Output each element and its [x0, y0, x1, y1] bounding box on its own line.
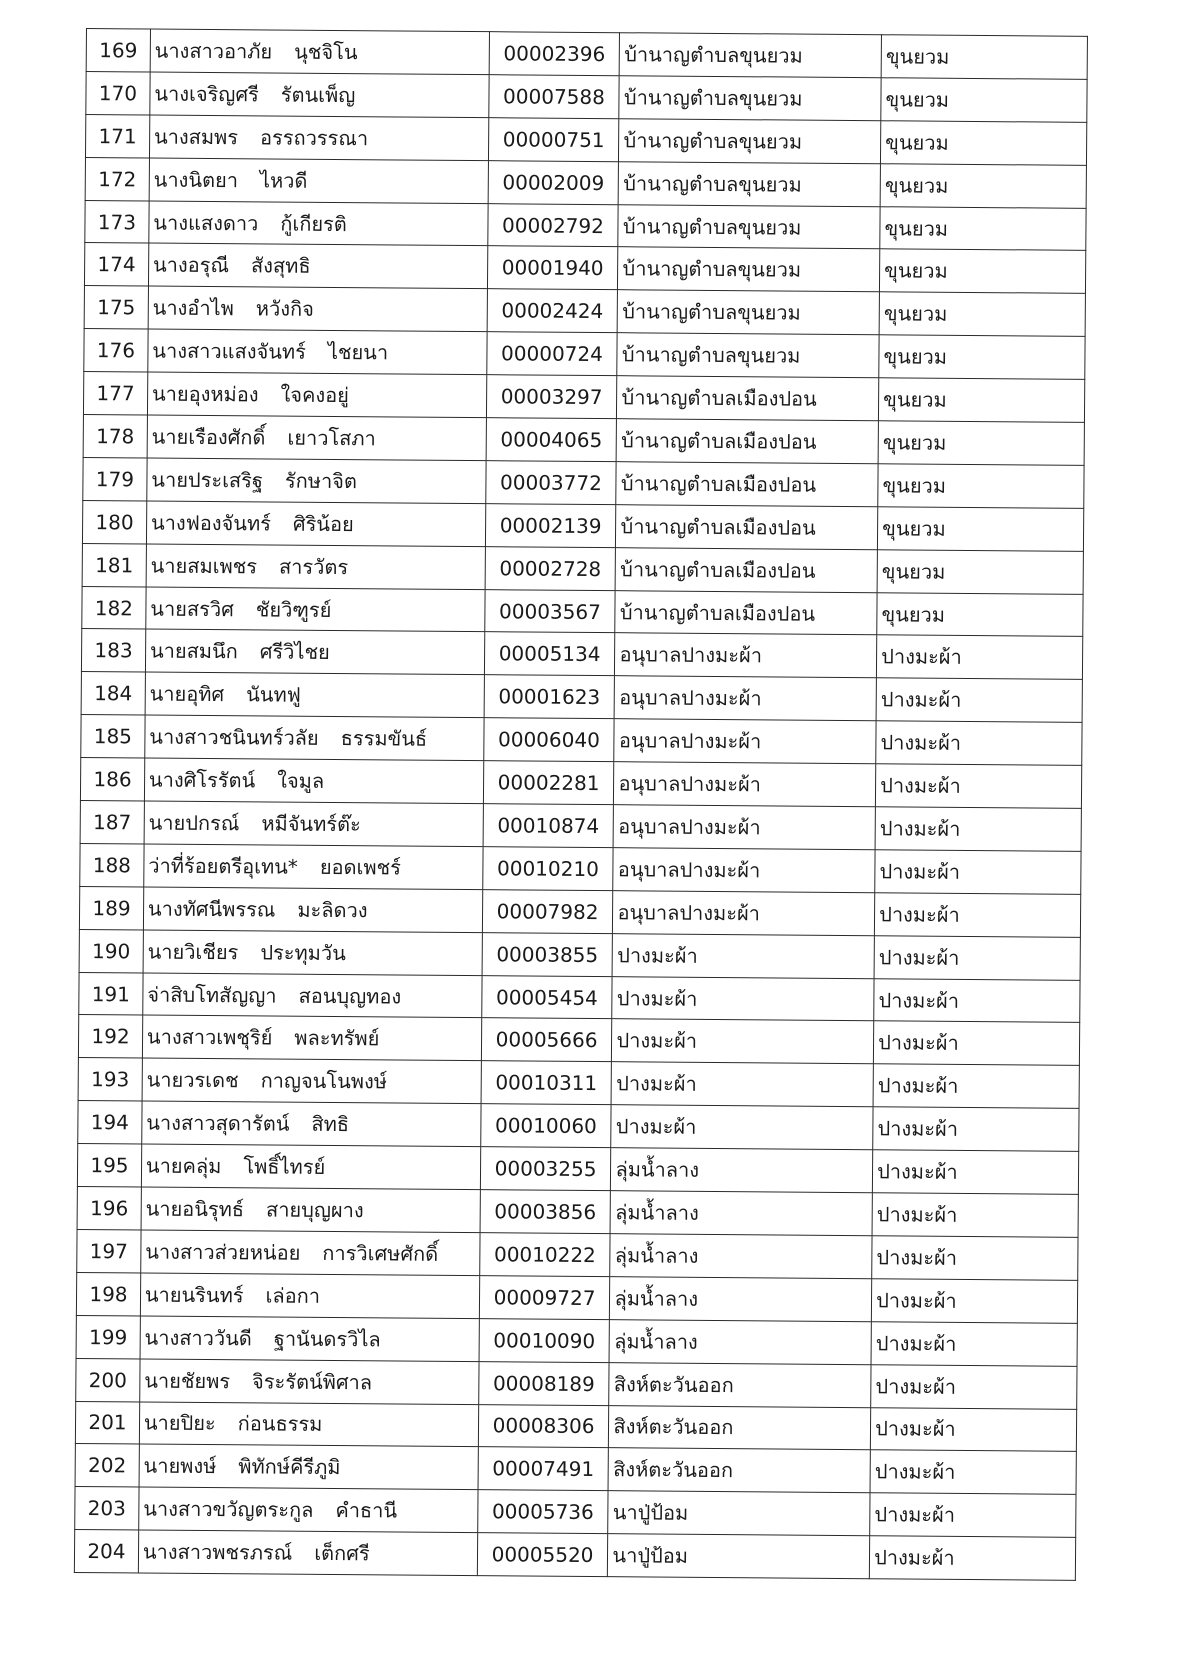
person-name [142, 1058, 481, 1104]
name-given: นางฟองจันทร์ [150, 510, 272, 536]
member-id: 00008189 [478, 1361, 609, 1405]
school-unit: สิงห์ตะวันออก [609, 1362, 871, 1407]
name-given: นางเจริญศรี [154, 81, 259, 107]
roster-table [74, 28, 1088, 1581]
person-name [143, 930, 482, 976]
name-given: นายปกรณ์ [148, 810, 240, 836]
school-unit: บ้านาญตำบลขุนยวม [618, 204, 880, 249]
row-number: 182 [82, 586, 146, 629]
member-id: 00003567 [484, 589, 615, 633]
name-surname: นันทฟู [246, 682, 301, 708]
row-number: 195 [77, 1144, 141, 1187]
person-name [149, 115, 488, 161]
person-name [146, 544, 485, 590]
member-id: 00002396 [489, 32, 620, 76]
person-name [144, 801, 483, 847]
name-surname: ธรรมขันธ์ [340, 726, 428, 751]
school-unit: สิงห์ตะวันออก [608, 1448, 870, 1493]
member-id: 00003297 [486, 375, 617, 419]
row-number: 196 [77, 1187, 141, 1230]
school-unit: บ้านาญตำบลขุนยวม [619, 161, 881, 206]
member-id: 00007588 [488, 75, 619, 119]
district: ปางมะผ้า [871, 1321, 1077, 1366]
member-id: 00010060 [480, 1104, 611, 1148]
member-id: 00004065 [486, 418, 617, 462]
member-id: 00008306 [478, 1404, 609, 1448]
name-surname: ศิริน้อย [292, 511, 354, 536]
person-name [145, 672, 484, 718]
row-number: 197 [77, 1229, 141, 1272]
name-given: นางทัศนีพรรณ [147, 896, 276, 922]
person-name [149, 158, 488, 204]
name-given: นางสาวขวัญตระกูล [143, 1496, 314, 1523]
name-surname: กู้เกียรติ [280, 211, 347, 236]
district: ขุนยวม [878, 507, 1084, 552]
person-name [139, 1487, 478, 1533]
name-surname: สอนบุญทอง [298, 983, 402, 1009]
district: ขุนยวม [878, 464, 1084, 509]
name-surname: ใจมูล [277, 768, 325, 793]
school-unit: ปางมะผ้า [611, 1105, 873, 1150]
person-name [141, 1144, 480, 1190]
person-name [144, 758, 483, 804]
row-number: 186 [80, 758, 144, 801]
name-surname: เต็กศรี [314, 1540, 370, 1566]
row-number: 191 [79, 972, 143, 1015]
name-surname: ใจคงอยู่ [280, 382, 350, 408]
name-given: นายคลุ่ม [145, 1153, 222, 1179]
row-number: 204 [74, 1530, 138, 1573]
district: ปางมะผ้า [874, 978, 1080, 1023]
district: ปางมะผ้า [872, 1236, 1078, 1281]
person-name [146, 501, 485, 547]
district: ปางมะผ้า [870, 1407, 1076, 1452]
member-id: 00009727 [479, 1275, 610, 1319]
row-number: 176 [84, 329, 148, 372]
school-unit: ปางมะผ้า [613, 933, 875, 978]
district: ปางมะผ้า [873, 1064, 1079, 1109]
name-surname: ศรีวิไชย [259, 639, 330, 665]
district: ขุนยวม [878, 421, 1084, 466]
name-surname: นุชจิโน [294, 39, 358, 65]
district: ปางมะผ้า [873, 1107, 1079, 1152]
name-given: นางสาวพชรภรณ์ [142, 1539, 293, 1565]
name-given: นายอนิรุทธ์ [145, 1196, 245, 1222]
school-unit: บ้านาญตำบลเมืองปอน [617, 376, 879, 421]
district: ปางมะผ้า [877, 635, 1083, 680]
school-unit: อนุบาลปางมะผ้า [614, 762, 876, 807]
name-surname: เล่อกา [265, 1283, 321, 1308]
district: ขุนยวม [880, 206, 1086, 251]
school-unit: อนุบาลปางมะผ้า [614, 719, 876, 764]
name-surname: รัตนเพ็ญ [280, 82, 356, 107]
member-id: 00001940 [487, 246, 618, 290]
person-name [139, 1444, 478, 1490]
district: ปางมะผ้า [872, 1193, 1078, 1238]
person-name [140, 1359, 479, 1405]
name-surname: หมีจันทร์ต๊ะ [261, 811, 361, 837]
row-number: 180 [82, 500, 146, 543]
district: ขุนยวม [879, 335, 1085, 380]
name-given: นายสมนึก [149, 638, 238, 664]
row-number: 179 [83, 457, 147, 500]
district: ขุนยวม [881, 121, 1087, 166]
school-unit: บ้านาญตำบลขุนยวม [617, 333, 879, 378]
row-number: 189 [79, 886, 143, 929]
name-given: นายปิยะ [143, 1410, 216, 1436]
row-number: 194 [78, 1101, 142, 1144]
name-given: นายชัยพร [144, 1368, 231, 1393]
school-unit: ปางมะผ้า [612, 1062, 874, 1107]
district: ปางมะผ้า [870, 1493, 1076, 1538]
name-surname: สารวัตร [278, 554, 349, 579]
name-given: นางศิโรรัตน์ [148, 767, 256, 793]
school-unit: บ้านาญตำบลขุนยวม [618, 247, 880, 292]
row-number: 192 [78, 1015, 142, 1058]
name-given: นายวรเดช [146, 1067, 239, 1093]
name-surname: ประทุมวัน [260, 940, 346, 965]
name-surname: ยอดเพชร์ [319, 854, 402, 880]
person-name [143, 973, 482, 1019]
name-surname: กาญจนโนพงษ์ [260, 1068, 388, 1094]
member-id: 00002281 [483, 761, 614, 805]
name-given: นางสาวเพชุริย์ [146, 1024, 273, 1050]
person-name [144, 844, 483, 890]
district: ปางมะผ้า [874, 935, 1080, 980]
member-id: 00000724 [486, 332, 617, 376]
district: ขุนยวม [880, 163, 1086, 208]
row-number: 177 [83, 372, 147, 415]
name-given: ว่าที่ร้อยตรีอุเทน* [148, 853, 298, 879]
name-given: นายอุทิศ [149, 681, 225, 707]
name-given: นางสาวส่วยหน่อย [145, 1239, 301, 1265]
member-id: 00010210 [482, 847, 613, 891]
school-unit: อนุบาลปางมะผ้า [613, 848, 875, 893]
school-unit: ลุ่มน้ำลาง [609, 1319, 871, 1364]
person-name [139, 1401, 478, 1447]
school-unit: บ้านาญตำบลขุนยวม [618, 290, 880, 335]
row-number: 193 [78, 1058, 142, 1101]
school-unit: อนุบาลปางมะผ้า [613, 890, 875, 935]
district: ปางมะผ้า [872, 1150, 1078, 1195]
school-unit: อนุบาลปางมะผ้า [615, 633, 877, 678]
person-name [150, 72, 489, 118]
school-unit: ลุ่มน้ำลาง [611, 1191, 873, 1236]
school-unit: ลุ่มน้ำลาง [611, 1148, 873, 1193]
name-surname: โพธิ์ไทรย์ [243, 1154, 326, 1180]
district: ขุนยวม [877, 592, 1083, 637]
school-unit: บ้านาญตำบลเมืองปอน [616, 547, 878, 592]
member-id: 00007491 [478, 1447, 609, 1491]
school-unit: บ้านาญตำบลเมืองปอน [617, 419, 879, 464]
name-surname: ไชยนา [327, 340, 389, 365]
district: ปางมะผ้า [873, 1021, 1079, 1066]
row-number: 181 [82, 543, 146, 586]
person-name [140, 1273, 479, 1319]
member-id: 00010222 [479, 1233, 610, 1277]
district: ปางมะผ้า [871, 1279, 1077, 1324]
row-number: 172 [85, 157, 149, 200]
member-id: 00003856 [480, 1190, 611, 1234]
name-surname: จิระรัตน์พิศาล [252, 1368, 373, 1394]
name-surname: สังสุทธิ [250, 253, 311, 279]
person-name [148, 286, 487, 332]
row-number: 188 [80, 843, 144, 886]
name-surname: คำธานี [335, 1498, 398, 1523]
member-id: 00003855 [482, 932, 613, 976]
school-unit: ปางมะผ้า [612, 1019, 874, 1064]
name-surname: มะลิดวง [297, 897, 368, 922]
row-number: 174 [84, 243, 148, 286]
member-id: 00003255 [480, 1147, 611, 1191]
row-number: 201 [75, 1401, 139, 1444]
school-unit: บ้านาญตำบลเมืองปอน [616, 462, 878, 507]
name-given: นายอุงหม่อง [151, 381, 259, 407]
school-unit: บ้านาญตำบลขุนยวม [620, 33, 882, 78]
person-name [138, 1530, 477, 1576]
row-number: 185 [81, 715, 145, 758]
school-unit: นาปู่ป้อม [608, 1491, 870, 1536]
person-name [145, 715, 484, 761]
member-id: 00002792 [487, 203, 618, 247]
district: ปางมะผ้า [869, 1536, 1075, 1581]
district: ปางมะผ้า [876, 764, 1082, 809]
person-name [141, 1230, 480, 1276]
name-given: นางสาวอาภัย [154, 38, 273, 64]
name-given: นายเรืองศักดิ์ [151, 424, 266, 450]
person-name [147, 458, 486, 504]
row-number: 169 [86, 29, 150, 72]
person-name [148, 329, 487, 375]
school-unit: บ้านาญตำบลขุนยวม [619, 76, 881, 121]
person-name [150, 29, 489, 75]
name-surname: รักษาจิต [284, 468, 358, 493]
school-unit: ลุ่มน้ำลาง [610, 1234, 872, 1279]
row-number: 183 [81, 629, 145, 672]
member-id: 00001623 [484, 675, 615, 719]
row-number: 203 [75, 1487, 139, 1530]
row-number: 200 [76, 1358, 140, 1401]
row-number: 187 [80, 801, 144, 844]
district: ปางมะผ้า [876, 721, 1082, 766]
member-id: 00005666 [481, 1018, 612, 1062]
name-given: นางนิตยา [153, 167, 239, 192]
district: ขุนยวม [881, 35, 1087, 80]
row-number: 175 [84, 286, 148, 329]
member-id: 00002424 [487, 289, 618, 333]
name-given: นายนรินทร์ [144, 1282, 244, 1308]
name-surname: ฐานันดรวิไล [273, 1326, 381, 1352]
member-id: 00002139 [485, 503, 616, 547]
person-name [146, 587, 485, 633]
name-given: นายประเสริฐ [151, 467, 264, 493]
name-given: นางอำไพ [152, 295, 234, 321]
name-surname: เยาวโสภา [287, 425, 376, 451]
person-name [147, 415, 486, 461]
school-unit: ลุ่มน้ำลาง [610, 1276, 872, 1321]
name-surname: หวังกิจ [255, 296, 314, 322]
person-name [142, 1101, 481, 1147]
name-given: จ่าสิบโทสัญญา [147, 982, 277, 1008]
district: ปางมะผ้า [875, 807, 1081, 852]
table-row [74, 1530, 1075, 1581]
row-number: 173 [85, 200, 149, 243]
school-unit: สิงห์ตะวันออก [609, 1405, 871, 1450]
name-given: นางสมพร [153, 124, 239, 149]
member-id: 00005454 [481, 975, 612, 1019]
member-id: 00000751 [488, 117, 619, 161]
row-number: 178 [83, 415, 147, 458]
district: ขุนยวม [881, 78, 1087, 123]
name-surname: ชัยวิฑูรย์ [255, 596, 332, 622]
name-surname: อรรถวรรณา [259, 125, 369, 150]
district: ขุนยวม [880, 249, 1086, 294]
name-surname: สิทธิ [311, 1112, 350, 1137]
district: ขุนยวม [879, 378, 1085, 423]
name-given: นางสาววันดี [144, 1325, 252, 1350]
district: ปางมะผ้า [875, 893, 1081, 938]
school-unit: บ้านาญตำบลขุนยวม [619, 118, 881, 163]
name-surname: ไหวดี [259, 167, 308, 193]
row-number: 190 [79, 929, 143, 972]
name-given: นายวิเชียร [147, 939, 239, 964]
member-id: 00010311 [481, 1061, 612, 1105]
name-given: นายสรวิศ [150, 596, 234, 621]
name-surname: สายบุญผาง [265, 1197, 364, 1223]
row-number: 199 [76, 1315, 140, 1358]
name-given: นายพงษ์ [143, 1453, 217, 1479]
person-name [143, 887, 482, 933]
person-name [141, 1187, 480, 1233]
name-given: นายสมเพชร [150, 553, 258, 578]
person-name [148, 243, 487, 289]
person-name [145, 629, 484, 675]
district: ปางมะผ้า [871, 1364, 1077, 1409]
name-given: นางอรุณี [152, 252, 230, 278]
member-id: 00003772 [485, 461, 616, 505]
district: ปางมะผ้า [870, 1450, 1076, 1495]
member-id: 00002728 [485, 546, 616, 590]
school-unit: อนุบาลปางมะผ้า [614, 805, 876, 850]
row-number: 198 [76, 1272, 140, 1315]
school-unit: บ้านาญตำบลเมืองปอน [615, 590, 877, 635]
school-unit: ปางมะผ้า [612, 976, 874, 1021]
name-given: นางแสงดาว [153, 210, 259, 235]
row-number: 170 [86, 71, 150, 114]
district: ปางมะผ้า [875, 850, 1081, 895]
member-id: 00007982 [482, 889, 613, 933]
person-name [142, 1015, 481, 1061]
name-surname: ก่อนธรรม [237, 1411, 323, 1437]
member-id: 00010874 [483, 804, 614, 848]
name-surname: พละทรัพย์ [294, 1026, 380, 1051]
row-number: 171 [85, 114, 149, 157]
person-name [149, 201, 488, 247]
district: ขุนยวม [877, 549, 1083, 594]
member-id: 00005736 [477, 1490, 608, 1534]
district: ขุนยวม [879, 292, 1085, 337]
person-name [140, 1316, 479, 1362]
row-number: 202 [75, 1444, 139, 1487]
member-id: 00010090 [479, 1318, 610, 1362]
member-id: 00005520 [477, 1533, 608, 1577]
member-id: 00006040 [483, 718, 614, 762]
name-given: นางสาวแสงจันทร์ [152, 338, 306, 364]
name-surname: การวิเศษศักดิ์ [322, 1240, 439, 1266]
school-unit: บ้านาญตำบลเมืองปอน [616, 504, 878, 549]
school-unit: นาปู่ป้อม [608, 1534, 870, 1579]
school-unit: อนุบาลปางมะผ้า [615, 676, 877, 721]
roster-table-body [74, 29, 1087, 1581]
name-given: นางสาวชนินทร์วลัย [149, 724, 319, 751]
row-number: 184 [81, 672, 145, 715]
person-name [147, 372, 486, 418]
member-id: 00002009 [488, 160, 619, 204]
name-surname: พิทักษ์คีรีภูมิ [238, 1454, 341, 1480]
member-id: 00005134 [484, 632, 615, 676]
district: ปางมะผ้า [876, 678, 1082, 723]
name-given: นางสาวสุดารัตน์ [146, 1110, 290, 1136]
